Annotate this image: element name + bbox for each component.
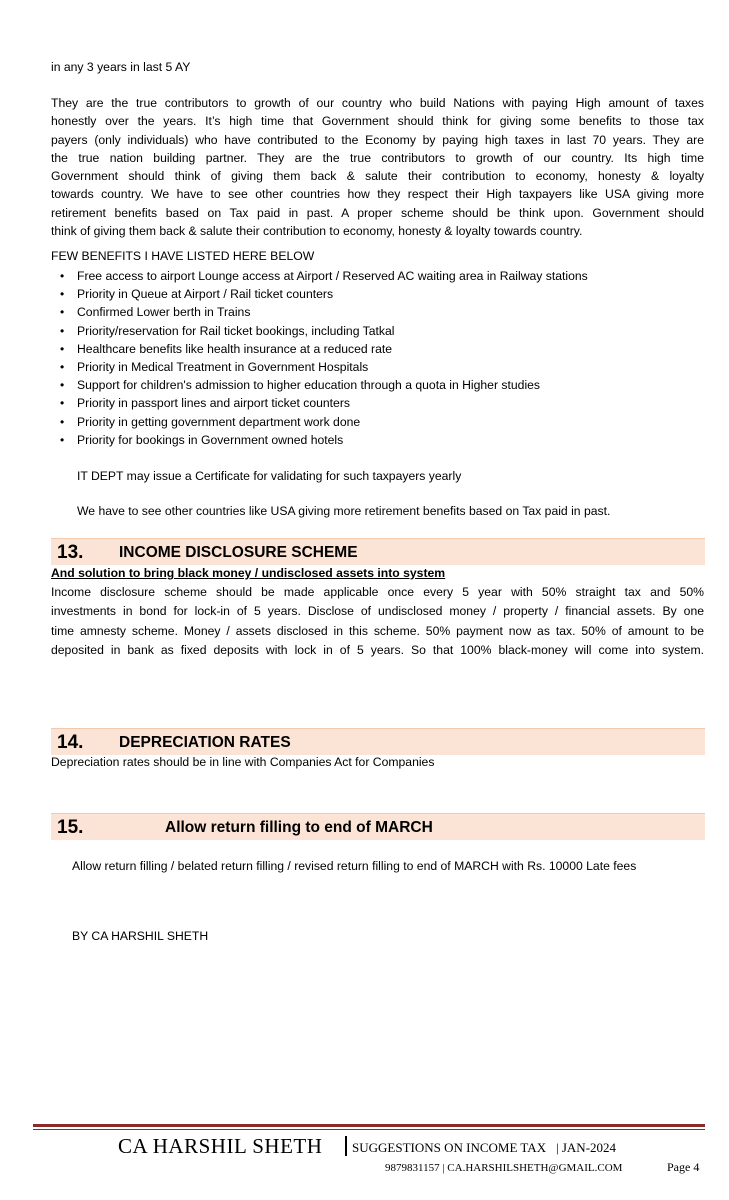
section-15-body: Allow return filling / belated return filling / revised return filling to end of MARCH with Rs. 10000 Late fees [72, 859, 637, 873]
benefits-heading: FEW BENEFITS I HAVE LISTED HERE BELOW [51, 249, 315, 263]
paragraph-line: They are the true contributors to growth of our country who build Nations with paying High amount of taxes [51, 96, 704, 110]
section-13-subheading: And solution to bring black money / undisclosed assets into system [51, 566, 446, 580]
section-number: 15. [57, 817, 84, 838]
footer-author-name: CA HARSHIL SHETH [118, 1134, 323, 1158]
benefits-list [51, 267, 711, 449]
section-title: DEPRECIATION RATES [119, 734, 291, 751]
section-13-body [51, 583, 704, 660]
section-14-heading [51, 728, 705, 755]
footer-rule [33, 1129, 705, 1130]
list-item: • Priority/reservation for Rail ticket bookings, including Tatkal [51, 322, 711, 340]
list-item: • Priority in passport lines and airport ticket counters [51, 394, 711, 412]
certificate-note: IT DEPT may issue a Certificate for validating for such taxpayers yearly [77, 469, 462, 483]
footer-date: | JAN-2024 [556, 1140, 617, 1155]
paragraph-contributors [51, 94, 704, 240]
paragraph-line: investments in bond for lock-in of 5 years. Disclose of undisclosed money / property / financial assets. By one [51, 604, 704, 619]
paragraph-line: retirement benefits based on Tax paid in past. A proper scheme should be think upon. Government should [51, 205, 704, 220]
section-number: 14. [57, 732, 84, 753]
footer-separator [345, 1136, 347, 1156]
section-13-heading [51, 538, 705, 565]
intro-line: in any 3 years in last 5 AY [51, 60, 191, 74]
list-item: • Healthcare benefits like health insurance at a reduced rate [51, 340, 711, 358]
section-14-body: Depreciation rates should be in line with Companies Act for Companies [51, 755, 435, 769]
paragraph-line: deposited in bank as fixed deposits with lock in of 5 years. So that 100% black-money will come into system. [51, 642, 704, 657]
list-item: • Priority in Medical Treatment in Government Hospitals [51, 358, 711, 376]
section-title: INCOME DISCLOSURE SCHEME [119, 544, 358, 561]
list-item: • Priority for bookings in Government owned hotels [51, 431, 711, 449]
list-item: • Support for children's admission to higher education through a quota in Higher studies [51, 376, 711, 394]
paragraph-line: time amnesty scheme. Money / assets disclosed in this scheme. 50% payment now as tax. 50% of amount to be [51, 623, 704, 638]
footer-document-title: SUGGESTIONS ON INCOME TAX [352, 1140, 547, 1155]
list-item: • Free access to airport Lounge access at Airport / Reserved AC waiting area in Railway stations [51, 267, 711, 285]
paragraph-line: the true nation building partner. They are the true contributors to growth of our country. Its high time [51, 150, 704, 165]
paragraph-line: honestly over the years. It’s high time that Government should think for giving some benefits to those tax [51, 114, 704, 129]
retirement-note: We have to see other countries like USA giving more retirement benefits based on Tax paid in past. [77, 504, 611, 518]
paragraph-line: payers (only individuals) who have contributed to the Economy by paying high taxes in last 70 years. They are [51, 132, 704, 147]
section-15-heading [51, 813, 705, 840]
section-title: Allow return filling to end of MARCH [165, 819, 433, 836]
page-number: Page 4 [667, 1160, 700, 1174]
paragraph-line: Income disclosure scheme should be made applicable once every 5 year with 50% straight tax and 50% [51, 585, 704, 599]
paragraph-line: Government should think of giving them back & salute their contribution to economy, honesty & loyalty [51, 169, 704, 184]
list-item: • Priority in Queue at Airport / Rail ticket counters [51, 285, 711, 303]
list-item: • Confirmed Lower berth in Trains [51, 303, 711, 321]
list-item: • Priority in getting government department work done [51, 413, 711, 431]
section-number: 13. [57, 542, 84, 563]
paragraph-line: think of giving them back & salute their contribution to economy, honesty & loyalty towards country. [51, 224, 583, 239]
footer-rule [33, 1124, 705, 1127]
footer-contact: 9879831157 | CA.HARSHILSHETH@GMAIL.COM [385, 1162, 623, 1174]
signature: BY CA HARSHIL SHETH [72, 929, 209, 943]
paragraph-line: towards country. We have to see other countries how they respect their High taxpayers like USA giving more [51, 187, 704, 202]
